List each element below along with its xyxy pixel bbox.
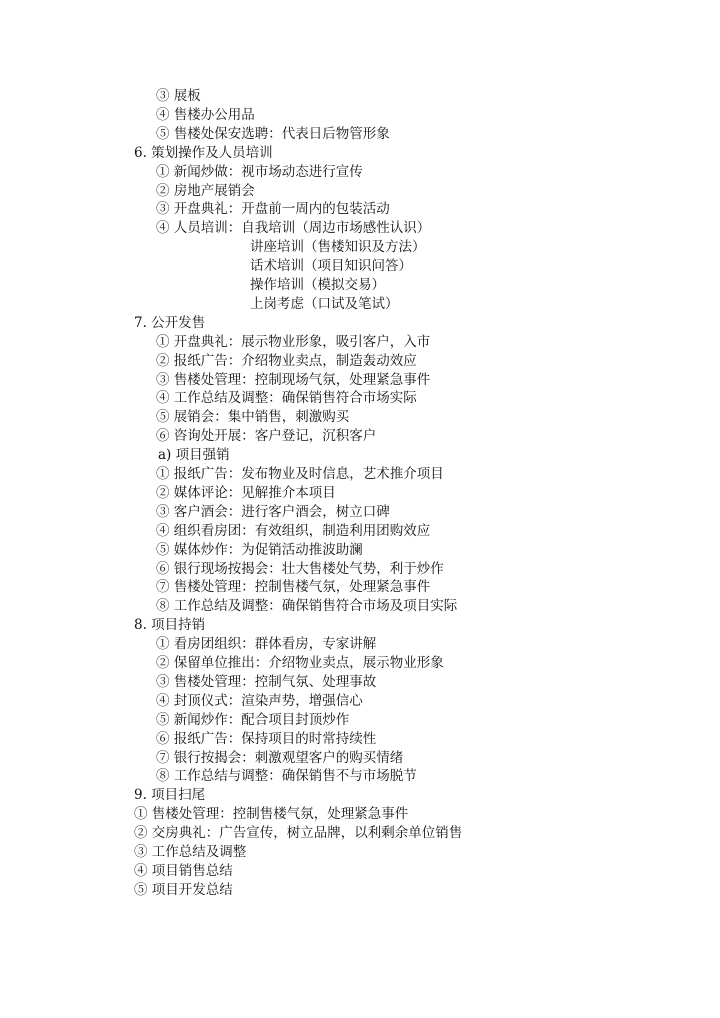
text-line: 8. 项目持销 xyxy=(134,617,206,634)
text-line: 9. 项目扫尾 xyxy=(134,787,206,804)
text-line: ③ 开盘典礼：开盘前一周内的包装活动 xyxy=(156,201,390,218)
text-line: ③ 工作总结及调整 xyxy=(134,844,247,860)
text-line: 讲座培训（售楼知识及方法） xyxy=(250,239,426,256)
text-line: ④ 工作总结及调整：确保销售符合市场实际 xyxy=(156,390,417,407)
text-line: ⑦ 售楼处管理：控制售楼气氛，处理紧急事件 xyxy=(156,579,431,596)
text-line: ⑧ 工作总结及调整：确保销售符合市场及项目实际 xyxy=(156,598,458,615)
text-line: ① 售楼处管理：控制售楼气氛，处理紧急事件 xyxy=(134,806,409,823)
text-line: 上岗考虑（口试及笔试） xyxy=(250,295,399,312)
text-line: ④ 封顶仪式：渲染声势，增强信心 xyxy=(156,692,363,709)
text-line: 6. 策划操作及人员培训 xyxy=(134,144,273,161)
text-line: ④ 组织看房团：有效组织，制造利用团购效应 xyxy=(156,522,431,539)
text-line: ② 保留单位推出：介绍物业卖点，展示物业形象 xyxy=(156,655,444,671)
text-line: a) 项目强销 xyxy=(158,447,230,464)
text-line: ② 报纸广告：介绍物业卖点，制造轰动效应 xyxy=(156,352,417,369)
text-line: ⑥ 咨询处开展：客户登记，沉积客户 xyxy=(156,428,377,445)
text-line: ① 报纸广告：发布物业及时信息，艺术推介项目 xyxy=(156,466,444,482)
text-line: ③ 客户酒会：进行客户酒会，树立口碑 xyxy=(156,503,390,520)
text-line: ① 新闻炒做：视市场动态进行宣传 xyxy=(156,163,363,180)
text-line: ⑤ 售楼处保安选聘：代表日后物管形象 xyxy=(156,125,390,142)
text-line: ① 看房团组织：群体看房，专家讲解 xyxy=(156,636,377,653)
text-line: ⑥ 报纸广告：保持项目的时常持续性 xyxy=(156,730,377,747)
text-line: ② 交房典礼：广告宣传，树立品牌，以利剩余单位销售 xyxy=(134,825,463,842)
text-line: ④ 项目销售总结 xyxy=(134,862,233,879)
text-line: 操作培训（模拟交易） xyxy=(250,277,385,293)
text-line: 话术培训（项目知识问答） xyxy=(250,258,412,275)
text-line: ③ 售楼处管理：控制现场气氛，处理紧急事件 xyxy=(156,371,431,388)
text-line: ④ 售楼办公用品 xyxy=(156,106,255,123)
text-line: 7. 公开发售 xyxy=(134,314,206,331)
text-line: ⑤ 新闻炒作：配合项目封顶炒作 xyxy=(156,711,350,728)
text-line: ⑥ 银行现场按揭会：壮大售楼处气势，利于炒作 xyxy=(156,560,444,577)
text-line: ⑤ 媒体炒作：为促销活动推波助澜 xyxy=(156,541,363,558)
text-line: ② 媒体评论：见解推介本项目 xyxy=(156,484,336,501)
text-line: ⑤ 项目开发总结 xyxy=(134,881,233,898)
text-line: ① 开盘典礼：展示物业形象，吸引客户，入市 xyxy=(156,333,431,350)
text-line: ② 房地产展销会 xyxy=(156,182,255,199)
text-line: ⑤ 展销会：集中销售，刺激购买 xyxy=(156,409,350,426)
text-line: ④ 人员培训：自我培训（周边市场感性认识） xyxy=(156,220,431,237)
text-line: ⑦ 银行按揭会：刺激观望客户的购买情绪 xyxy=(156,749,404,766)
text-line: ③ 展板 xyxy=(156,88,201,104)
text-line: ⑧ 工作总结与调整：确保销售不与市场脱节 xyxy=(156,768,417,785)
text-line: ③ 售楼处管理：控制气氛、处理事故 xyxy=(156,673,377,690)
